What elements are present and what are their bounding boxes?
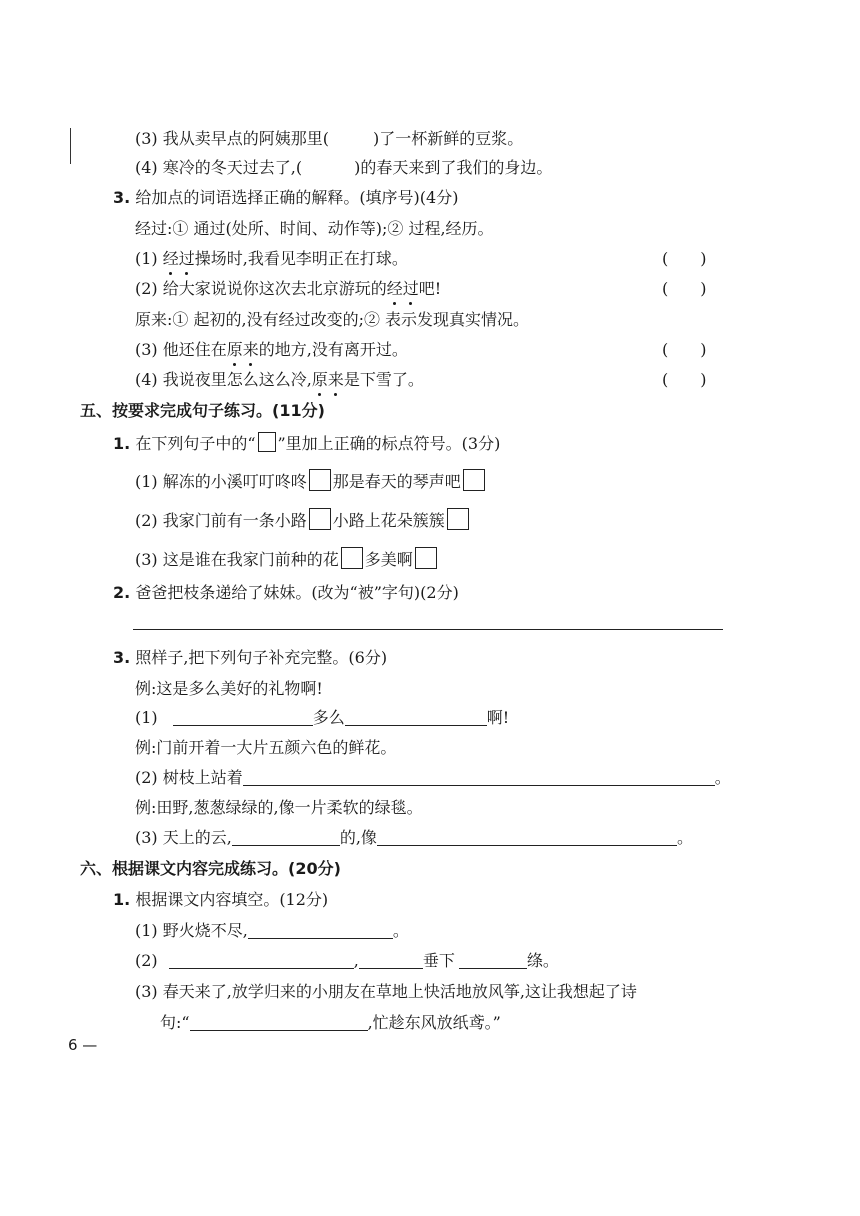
text: 多美啊 (364, 550, 413, 569)
q3-heading (113, 187, 458, 209)
fill-blank[interactable] (169, 950, 354, 969)
question-number: 3. (113, 648, 131, 667)
punct-box[interactable] (309, 508, 331, 530)
q3-sentence-2 (135, 278, 441, 300)
text: )了一杯新鲜的豆浆。 (373, 129, 524, 148)
punct-box[interactable] (447, 508, 469, 530)
s5-q1-sentence-1 (135, 469, 487, 493)
text: 的,像 (339, 828, 377, 847)
text: (3) 这是谁在我家门前种的花 (135, 550, 339, 569)
dotted-char: 来 (242, 340, 259, 359)
section-5-title: 五、按要求完成句子练习。(11分) (80, 401, 325, 420)
text: 垂下 (422, 951, 455, 970)
text: 小路上花朵簇簇 (332, 511, 445, 530)
text: (4) 我说夜里怎么这么冷, (135, 370, 312, 389)
s5-q3-answer-2 (135, 767, 731, 789)
fill-blank[interactable] (173, 707, 313, 726)
punct-box[interactable] (341, 547, 363, 569)
text: 。 (676, 828, 693, 847)
text: (2) (135, 951, 158, 970)
text: , (353, 951, 359, 970)
answer-paren-3[interactable]: ( ) (662, 340, 707, 359)
punct-box[interactable] (309, 469, 331, 491)
text: (3) 天上的云, (135, 828, 232, 847)
paren-space[interactable] (329, 129, 373, 147)
fill-blank[interactable] (377, 827, 677, 846)
text: 吧! (418, 279, 442, 298)
s6-fill-2 (135, 950, 559, 972)
answer-paren-1[interactable]: ( ) (662, 249, 707, 268)
paren-space[interactable] (302, 158, 354, 176)
text: 那是春天的琴声吧 (332, 472, 461, 491)
question-number: 1. (113, 890, 131, 909)
question-number: 1. (113, 434, 131, 453)
text: (1) 野火烧不尽, (135, 921, 248, 940)
fill-blank[interactable] (345, 707, 487, 726)
question-title: 爸爸把枝条递给了妹妹。(改为“被”字句)(2分) (135, 583, 459, 602)
answer-paren-2[interactable]: ( ) (662, 279, 707, 298)
text: 多么 (312, 708, 345, 727)
q3-def-yuanlai: 原来:① 起初的,没有经过改变的;② 表示发现真实情况。 (135, 310, 530, 329)
answer-line[interactable] (133, 629, 723, 630)
s6-fill-1 (135, 920, 409, 942)
text: 。 (392, 921, 409, 940)
text: 。 (714, 768, 731, 787)
dotted-char: 原 (226, 340, 243, 359)
text: ”里加上正确的标点符号。(3分) (277, 434, 501, 453)
fill-blank[interactable] (190, 1012, 368, 1031)
example-1: 例:这是多么美好的礼物啊! (135, 679, 323, 698)
q3-sentence-3 (135, 339, 408, 361)
text: )的春天来到了我们的身边。 (354, 158, 553, 177)
text: (1) 解冻的小溪叮叮咚咚 (135, 472, 307, 491)
text: ,忙趁东风放纸鸢。” (367, 1013, 501, 1032)
question-title: 照样子,把下列句子补充完整。(6分) (135, 648, 388, 667)
question-number: 3. (113, 188, 131, 207)
text: 是下雪了。 (343, 370, 424, 389)
s5-q3-heading (113, 647, 387, 669)
text: (2) 给大家说说你这次去北京游玩的 (135, 279, 387, 298)
s5-q1-heading (113, 432, 500, 455)
q2-item-3 (135, 128, 523, 150)
q2-item-4 (135, 157, 552, 179)
answer-paren-4[interactable]: ( ) (662, 370, 707, 389)
text: 句:“ (160, 1013, 190, 1032)
text: (1) (135, 708, 158, 727)
q3-sentence-1 (135, 248, 408, 270)
text: 的地方,没有离开过。 (258, 340, 408, 359)
example-2: 例:门前开着一大片五颜六色的鲜花。 (135, 738, 397, 757)
s5-q3-answer-3 (135, 827, 693, 849)
dotted-char: 过 (402, 279, 419, 298)
question-title: 根据课文内容填空。(12分) (135, 890, 329, 909)
text: 在下列句子中的“ (135, 434, 256, 453)
box-sample (258, 432, 276, 452)
text: (4) 寒冷的冬天过去了,( (135, 158, 303, 177)
fill-blank[interactable] (232, 827, 340, 846)
text: 绦。 (526, 951, 559, 970)
text: 操场时,我看见李明正在打球。 (194, 249, 408, 268)
s6-q1-heading (113, 889, 328, 911)
text: (3) 我从卖早点的阿姨那里( (135, 129, 329, 148)
fill-blank[interactable] (459, 950, 527, 969)
fill-blank[interactable] (243, 767, 715, 786)
example-3: 例:田野,葱葱绿绿的,像一片柔软的绿毯。 (135, 798, 423, 817)
s5-q3-answer-1 (135, 707, 509, 729)
margin-line (70, 128, 71, 164)
question-number: 2. (113, 583, 131, 602)
punct-box[interactable] (463, 469, 485, 491)
s6-fill-3-line1: (3) 春天来了,放学归来的小朋友在草地上快活地放风筝,这让我想起了诗 (135, 982, 637, 1001)
section-6-title: 六、根据课文内容完成练习。(20分) (80, 859, 341, 878)
dotted-char: 经 (162, 249, 179, 268)
text: (1) (135, 249, 163, 268)
question-title: 给加点的词语选择正确的解释。(填序号)(4分) (135, 188, 459, 207)
text: (2) 树枝上站着 (135, 768, 243, 787)
q3-sentence-4 (135, 369, 424, 391)
page-number: 6 — (68, 1036, 98, 1054)
s6-fill-3-line2 (160, 1012, 501, 1034)
text: (2) 我家门前有一条小路 (135, 511, 307, 530)
fill-blank[interactable] (359, 950, 423, 969)
s5-q1-sentence-3 (135, 547, 439, 571)
text: 啊! (486, 708, 510, 727)
dotted-char: 来 (327, 370, 344, 389)
q3-def-jingguo: 经过:① 通过(处所、时间、动作等);② 过程,经历。 (135, 219, 494, 238)
text: (3) 他还住在 (135, 340, 227, 359)
dotted-char: 原 (311, 370, 328, 389)
dotted-char: 经 (386, 279, 403, 298)
punct-box[interactable] (415, 547, 437, 569)
s5-q1-sentence-2 (135, 508, 471, 532)
dotted-char: 过 (178, 249, 195, 268)
fill-blank[interactable] (248, 920, 393, 939)
s5-q2-heading (113, 582, 459, 604)
